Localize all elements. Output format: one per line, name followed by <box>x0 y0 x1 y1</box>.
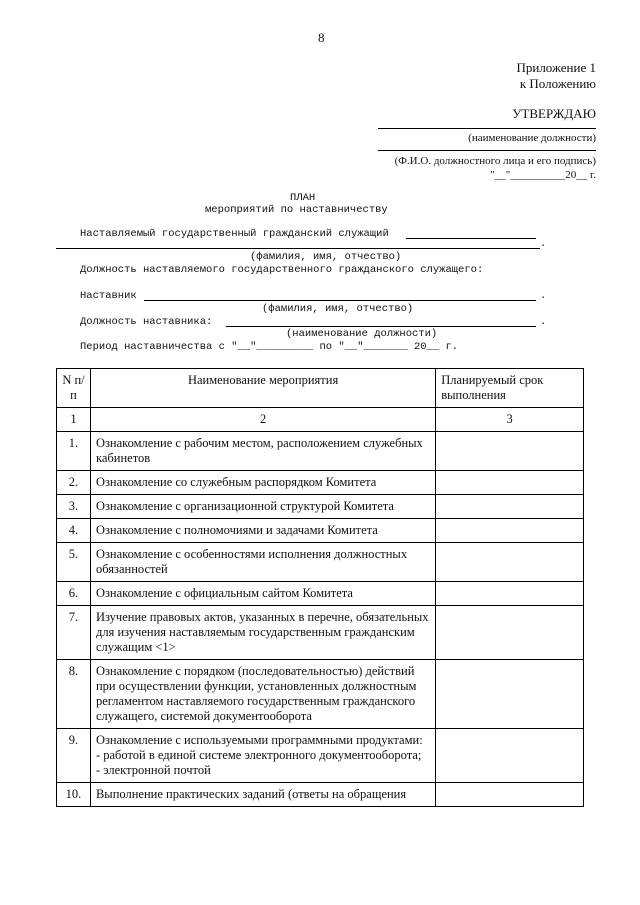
mentor-position-label: Должность наставника: <box>80 316 213 328</box>
row-number: 2. <box>57 471 91 495</box>
mentee-position-label: Должность наставляемого государственного гражданского служащего: <box>80 264 484 276</box>
position-line <box>378 128 596 129</box>
mentor-position-line <box>226 326 536 327</box>
mentee-name-caption: (фамилия, имя, отчество) <box>250 251 402 263</box>
row-number: 9. <box>57 729 91 783</box>
index-cell: 1 <box>57 408 91 432</box>
row-activity: Ознакомление с используемыми программными продуктами: - работой в единой системе электронного документооборота; - электронной почтой <box>90 729 435 783</box>
row-term[interactable] <box>436 471 584 495</box>
table-row <box>57 783 584 807</box>
row-term[interactable] <box>436 519 584 543</box>
plan-title: ПЛАН <box>290 192 316 204</box>
plan-table <box>56 368 584 807</box>
appendix-reference: к Положению <box>519 76 596 91</box>
table-row <box>57 495 584 519</box>
mentor-position-dot: . <box>540 316 547 328</box>
mentee-dot: . <box>540 238 547 250</box>
header-term: Планируемый срок выполнения <box>436 369 584 408</box>
row-term[interactable] <box>436 783 584 807</box>
row-number: 5. <box>57 543 91 582</box>
index-cell: 2 <box>90 408 435 432</box>
header-num: N п/п <box>57 369 91 408</box>
row-number: 7. <box>57 606 91 660</box>
row-number: 8. <box>57 660 91 729</box>
row-activity: Изучение правовых актов, указанных в перечне, обязательных для изучения наставляемым государственным гражданским служащим <1> <box>90 606 435 660</box>
row-number: 1. <box>57 432 91 471</box>
row-number: 4. <box>57 519 91 543</box>
table-row <box>57 519 584 543</box>
row-activity: Ознакомление с полномочиями и задачами Комитета <box>90 519 435 543</box>
position-caption: (наименование должности) <box>468 132 596 144</box>
table-index-row <box>57 408 584 432</box>
row-activity: Ознакомление с организационной структурой Комитета <box>90 495 435 519</box>
mentor-label: Наставник <box>80 290 137 302</box>
row-activity: Выполнение практических заданий (ответы на обращения <box>90 783 435 807</box>
approve-heading: УТВЕРЖДАЮ <box>512 106 596 121</box>
row-activity: Ознакомление с порядком (последовательностью) действий при осуществлении функции, установленных должностным регламентом наставляемого государственным гражданского служащего, системой документооборота <box>90 660 435 729</box>
row-term[interactable] <box>436 582 584 606</box>
index-cell: 3 <box>436 408 584 432</box>
row-number: 10. <box>57 783 91 807</box>
table-row <box>57 582 584 606</box>
table-row <box>57 660 584 729</box>
table-row <box>57 543 584 582</box>
mentor-name-line <box>144 300 536 301</box>
row-term[interactable] <box>436 729 584 783</box>
mentoring-period: Период наставничества с "__"_________ по "__"_______ 20__ г. <box>80 341 459 353</box>
signature-line <box>378 150 596 151</box>
row-term[interactable] <box>436 543 584 582</box>
table-row <box>57 471 584 495</box>
approval-date: "__"__________20__ г. <box>490 169 596 181</box>
row-number: 3. <box>57 495 91 519</box>
mentor-dot: . <box>540 290 547 302</box>
row-activity: Ознакомление с рабочим местом, расположением служебных кабинетов <box>90 432 435 471</box>
table-row <box>57 606 584 660</box>
table-row <box>57 729 584 783</box>
mentee-name-line-2 <box>56 248 540 249</box>
plan-subtitle: мероприятий по наставничеству <box>205 204 388 216</box>
fio-caption: (Ф.И.О. должностного лица и его подпись) <box>394 155 596 167</box>
row-activity: Ознакомление со служебным распорядком Комитета <box>90 471 435 495</box>
row-term[interactable] <box>436 660 584 729</box>
row-activity: Ознакомление с официальным сайтом Комитета <box>90 582 435 606</box>
page-number: 8 <box>318 30 325 45</box>
row-term[interactable] <box>436 606 584 660</box>
row-number: 6. <box>57 582 91 606</box>
table-header-row <box>57 369 584 408</box>
mentee-name-line-1 <box>406 238 536 239</box>
header-name: Наименование мероприятия <box>90 369 435 408</box>
row-term[interactable] <box>436 495 584 519</box>
row-activity: Ознакомление с особенностями исполнения должностных обязанностей <box>90 543 435 582</box>
mentee-label: Наставляемый государственный гражданский служащий <box>80 228 389 240</box>
mentor-name-caption: (фамилия, имя, отчество) <box>262 303 414 315</box>
table-row <box>57 432 584 471</box>
mentor-position-caption: (наименование должности) <box>286 328 438 340</box>
appendix-label: Приложение 1 <box>516 60 596 75</box>
row-term[interactable] <box>436 432 584 471</box>
